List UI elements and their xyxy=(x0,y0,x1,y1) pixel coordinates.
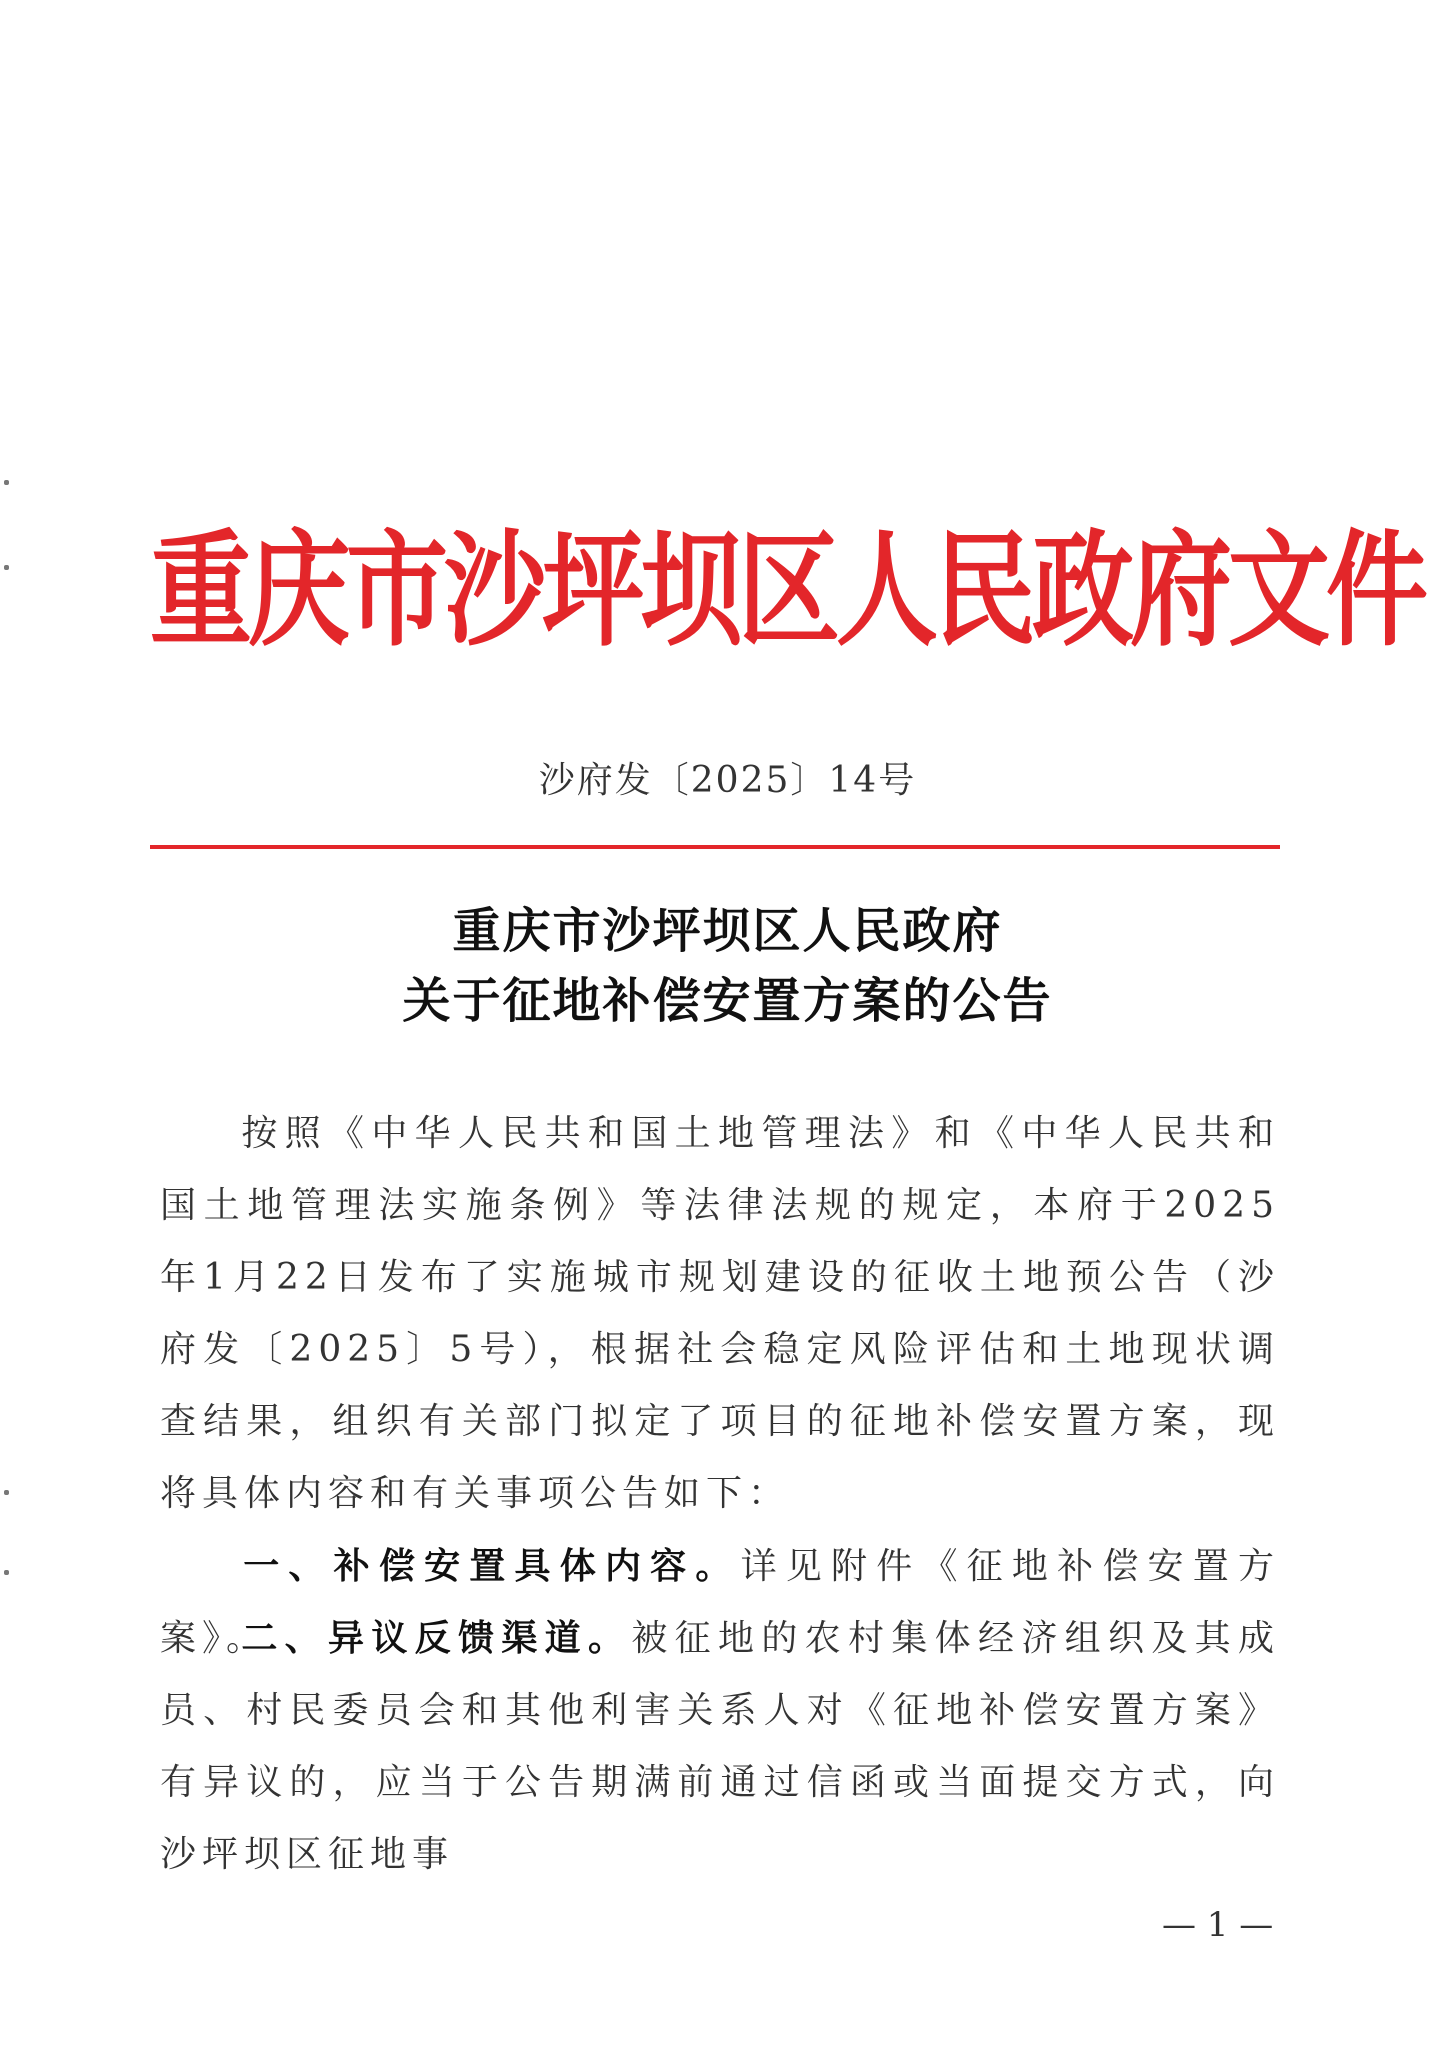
intro-text: 按照《中华人民共和国土地管理法》和《中华人民共和国土地管理法实施条例》等法律法规的规定，本府于2025年1月22日发布了实施城市规划建设的征收土地预公告（沙府发〔2025〕5号），根据社会稳定风险评估和土地现状调查结果，组织有关部门拟定了项目的征地补偿安置方案，现将具体内容和有关事项公告如下： xyxy=(160,1113,1280,1514)
notice-title-line1: 重庆市沙坪坝区人民政府 xyxy=(452,903,1003,959)
section-1-heading: 一、补偿安置具体内容。 xyxy=(240,1545,741,1587)
document-masthead: 重庆市沙坪坝区人民政府文件 xyxy=(150,518,1424,665)
binding-mark xyxy=(4,480,9,485)
red-divider-line xyxy=(150,845,1280,849)
notice-title-line2: 关于征地补偿安置方案的公告 xyxy=(402,973,1053,1029)
intro-paragraph xyxy=(160,1098,1280,1530)
section-2-text: 被征地的农村集体经济组织及其成员、村民委员会和其他利害关系人对《征地补偿安置方案》有异议的，应当于公告期满前通过信函或当面提交方式，向沙坪坝区征地事 xyxy=(160,1618,1280,1875)
section-2-heading: 二、异议反馈渠道。 xyxy=(240,1617,632,1659)
page-number: — 1 — xyxy=(1162,1905,1274,1945)
section-2-paragraph xyxy=(160,1602,1280,1891)
section-1-text: 详见附件《征地补偿安置方案》。 xyxy=(160,1546,1280,1659)
binding-mark xyxy=(4,565,9,570)
binding-mark xyxy=(4,1490,9,1495)
document-number: 沙府发〔2025〕14号 xyxy=(538,760,917,801)
binding-mark xyxy=(4,1570,9,1575)
